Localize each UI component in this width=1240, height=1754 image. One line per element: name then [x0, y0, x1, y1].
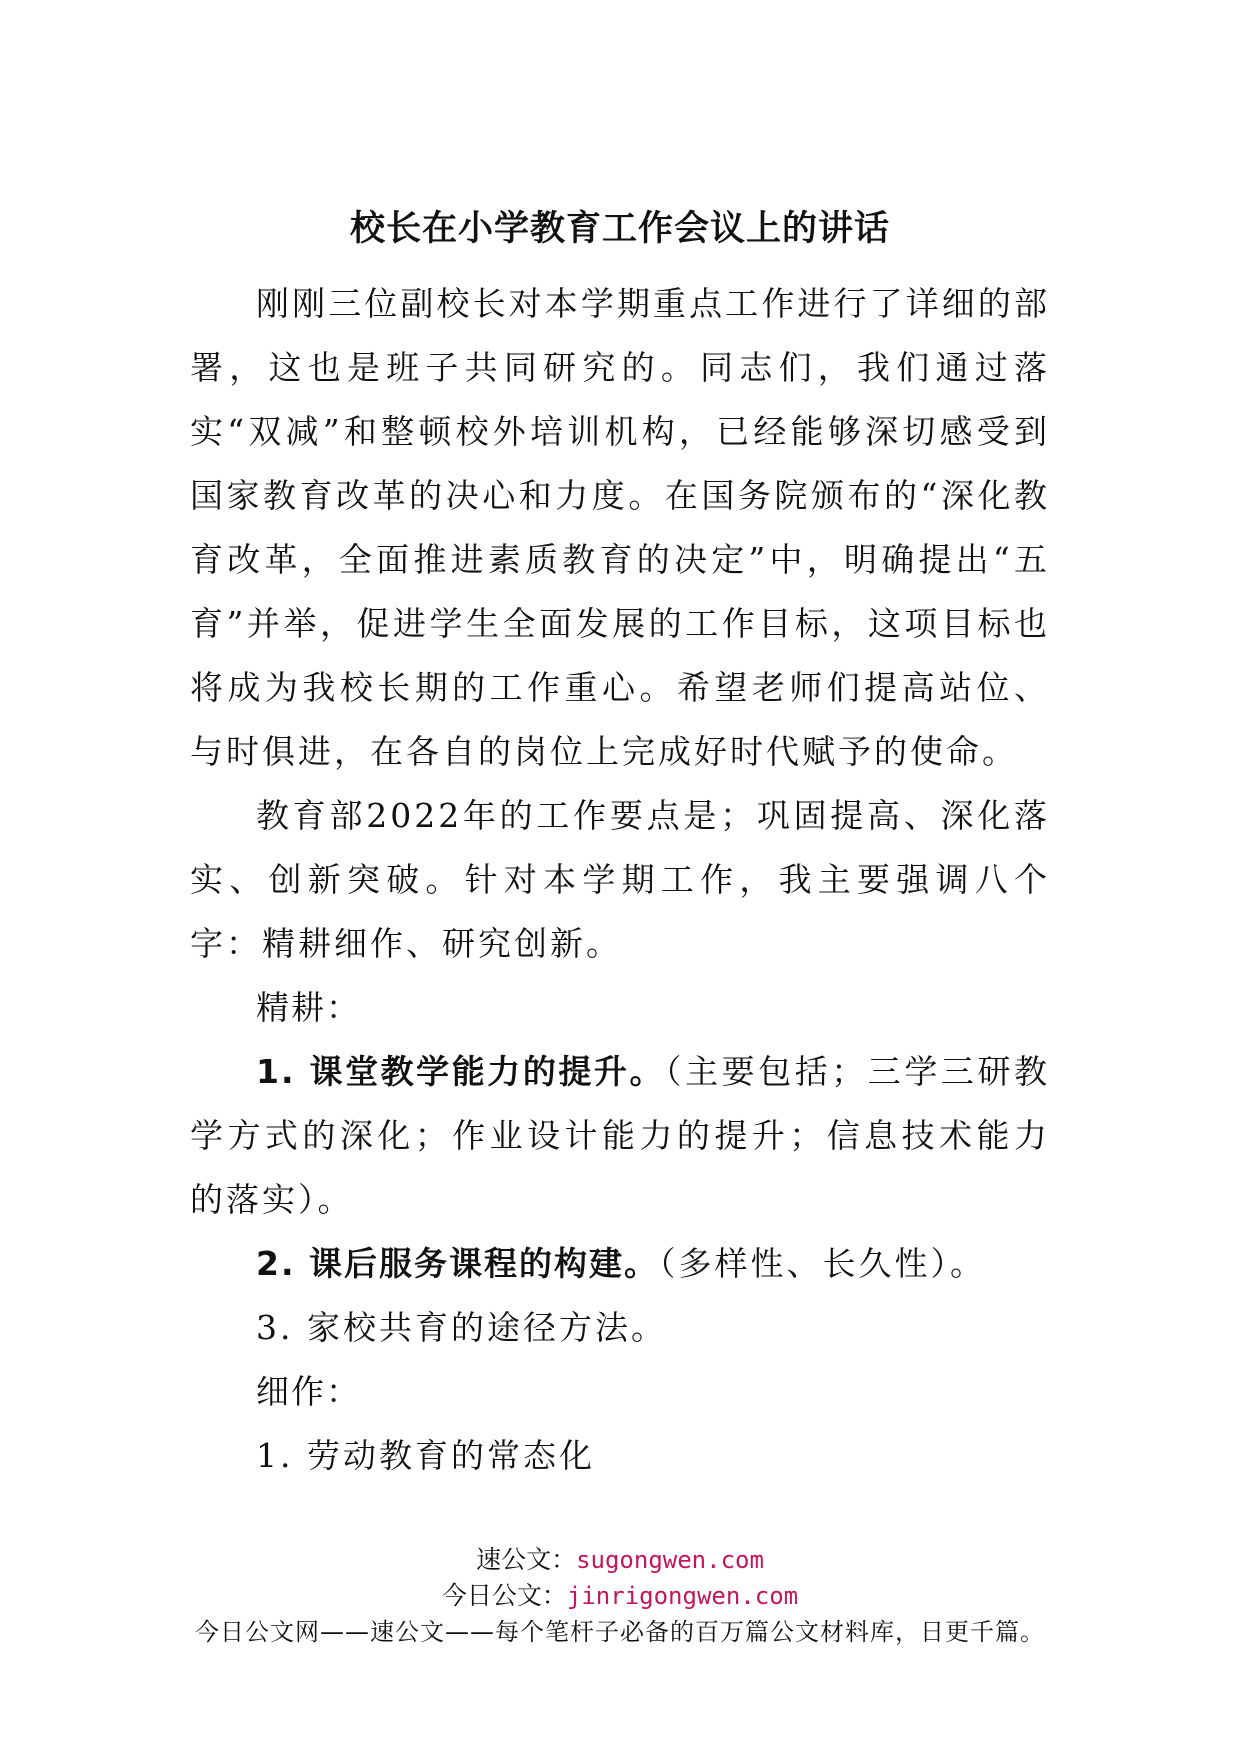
list-item-2 [190, 1232, 1050, 1296]
footer-site-line-2 [0, 1578, 1240, 1614]
list-item-3: 3. 家校共育的途径方法。 [256, 1308, 667, 1347]
document-body [190, 272, 1050, 1488]
list-item-1 [190, 1040, 1050, 1232]
section-heading-jinggeng: 精耕： [256, 988, 361, 1027]
list-item-4: 1. 劳动教育的常态化 [256, 1436, 595, 1475]
list-item-1-title: 1. 课堂教学能力的提升。 [256, 1052, 666, 1091]
paragraph-key-points: 教育部2022年的工作要点是；巩固提高、深化落实、创新突破。针对本学期工作，我主要强调八个字：精耕细作、研究创新。 [190, 796, 1050, 963]
list-item-2-title: 2. 课后服务课程的构建。 [256, 1244, 659, 1283]
list-item-1-detail: （主要包括；三学三研教学方式的深化；作业设计能力的提升；信息技术能力的落实）。 [190, 1052, 1050, 1219]
footer-site-1-label: 速公文： [476, 1545, 577, 1574]
footer-site-2-link[interactable]: jinrigongwen.com [566, 1582, 799, 1610]
footer-site-1-link[interactable]: sugongwen.com [576, 1546, 764, 1574]
paragraph-intro: 刚刚三位副校长对本学期重点工作进行了详细的部署，这也是班子共同研究的。同志们，我们通过落实“双减”和整顿校外培训机构，已经能够深切感受到国家教育改革的决心和力度。在国务院颁布的“深化教育改革，全面推进素质教育的决定”中，明确提出“五育”并举，促进学生全面发展的工作目标，这项目标也将成为我校长期的工作重心。希望老师们提高站位、与时俱进，在各自的岗位上完成好时代赋予的使命。 [190, 284, 1050, 771]
footer-site-line-1 [0, 1542, 1240, 1578]
page-footer [0, 1542, 1240, 1650]
list-item-2-detail: （多样性、长久性）。 [659, 1244, 986, 1283]
footer-tagline: 今日公文网——速公文——每个笔杆子必备的百万篇公文材料库，日更千篇。 [195, 1618, 1045, 1646]
footer-site-2-label: 今日公文： [441, 1581, 567, 1610]
document-title: 校长在小学教育工作会议上的讲话 [349, 208, 890, 249]
section-heading-xizuo: 细作： [256, 1372, 361, 1411]
